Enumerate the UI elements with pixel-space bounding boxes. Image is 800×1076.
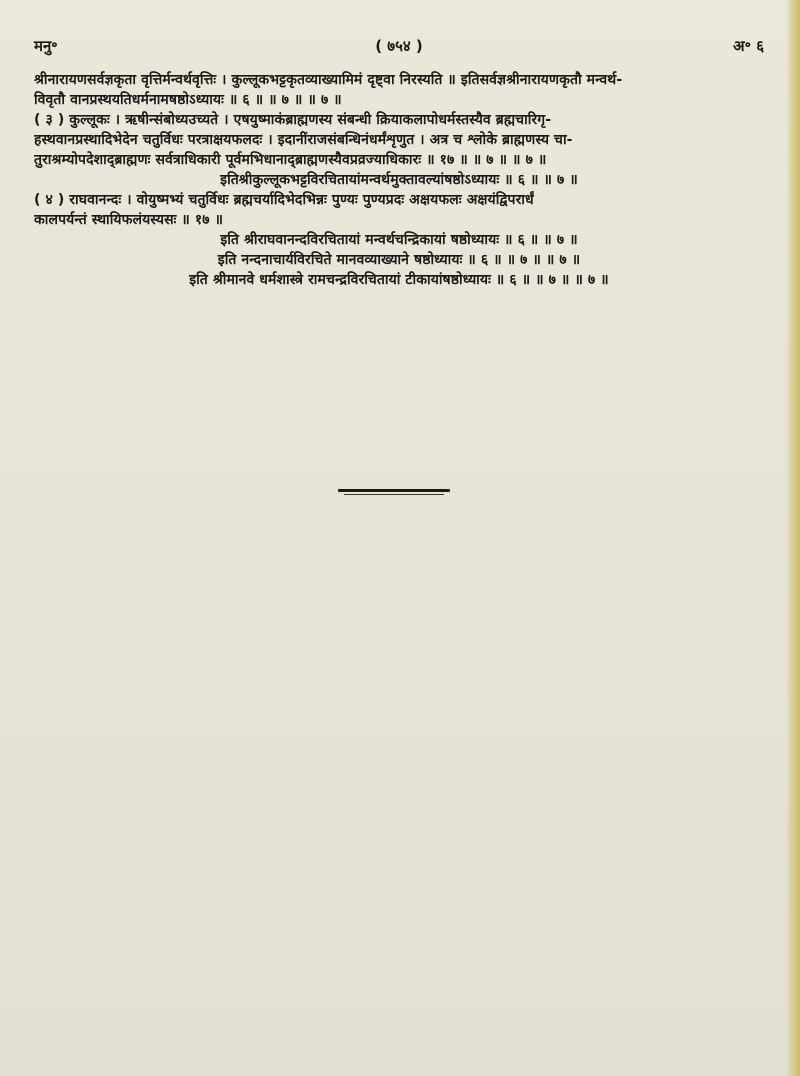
header-title: मनु॰ [34, 37, 58, 55]
text-line: श्रीनारायणसर्वज्ञकृता वृत्तिर्मन्वर्थवृत्तिः । कुल्लूकभट्टकृतव्याख्यामिमं दृष्ट्वा निरस्यति ॥ इतिसर्वज्ञश्रीनारायणकृतौ मन्वर्थ- [34, 72, 623, 88]
section-divider [338, 489, 450, 492]
text-line: विवृतौ वानप्रस्थयतिधर्मनामषष्ठोऽध्यायः ॥ ६ ॥ ॥ ७ ॥ ॥ ७ ॥ [34, 92, 342, 108]
commentary-text [34, 70, 764, 290]
text-line: इतिश्रीकुल्लूकभट्टविरचितायांमन्वर्थमुक्तावल्यांषष्ठोऽध्यायः ॥ ६ ॥ ॥ ७ ॥ [220, 172, 578, 188]
text-line: इति श्रीमानवे धर्मशास्त्रे रामचन्द्रविरचितायां टीकायांषष्ठोध्यायः ॥ ६ ॥ ॥ ७ ॥ ॥ ७ ॥ [189, 272, 609, 288]
text-line: तुराश्रम्योपदेशाद्ब्राह्मणः सर्वत्राधिकारी पूर्वमभिधानाद्ब्राह्मणस्यैवप्रव्रज्याधिकारः ॥ १७ ॥ ॥ ७ ॥ ॥ ७ ॥ [34, 152, 547, 168]
text-line: ( ३ ) कुल्लूकः । ऋषीन्संबोध्यउच्यते । एषयुष्माकंब्राह्मणस्य संबन्धी क्रियाकलापोधर्मस्तस्यैव ब्रह्मचारिगृ- [34, 112, 552, 128]
page-number: ( ७५४ ) [375, 37, 423, 55]
text-line: इति श्रीराघवानन्दविरचितायां मन्वर्थचन्द्रिकायां षष्ठोध्यायः ॥ ६ ॥ ॥ ७ ॥ [220, 232, 578, 248]
text-line: इति नन्दनाचार्यविरचिते मानवव्याख्याने षष्ठोध्यायः ॥ ६ ॥ ॥ ७ ॥ ॥ ७ ॥ [217, 252, 581, 268]
text-line: कालपर्यन्तं स्थायिफलंयस्यसः ॥ १७ ॥ [34, 212, 224, 228]
page-edge [786, 0, 800, 1076]
chapter-number: अ॰ ६ [733, 37, 764, 55]
text-line: ( ४ ) राघवानन्दः । वोयुष्मभ्यं चतुर्विधः ब्रह्मचर्यादिभेदभिन्नः पुण्यः पुण्यप्रदः अक्षयफलः अक्षयंद्विपरार्धं [34, 192, 534, 208]
text-line: हस्थवानप्रस्थादिभेदेन चतुर्विधः परत्राक्षयफलदः । इदानींराजसंबन्धिनंधर्मंशृणुत । अत्र च श्लोके ब्राह्मणस्य चा- [34, 132, 573, 148]
running-header [34, 36, 764, 60]
